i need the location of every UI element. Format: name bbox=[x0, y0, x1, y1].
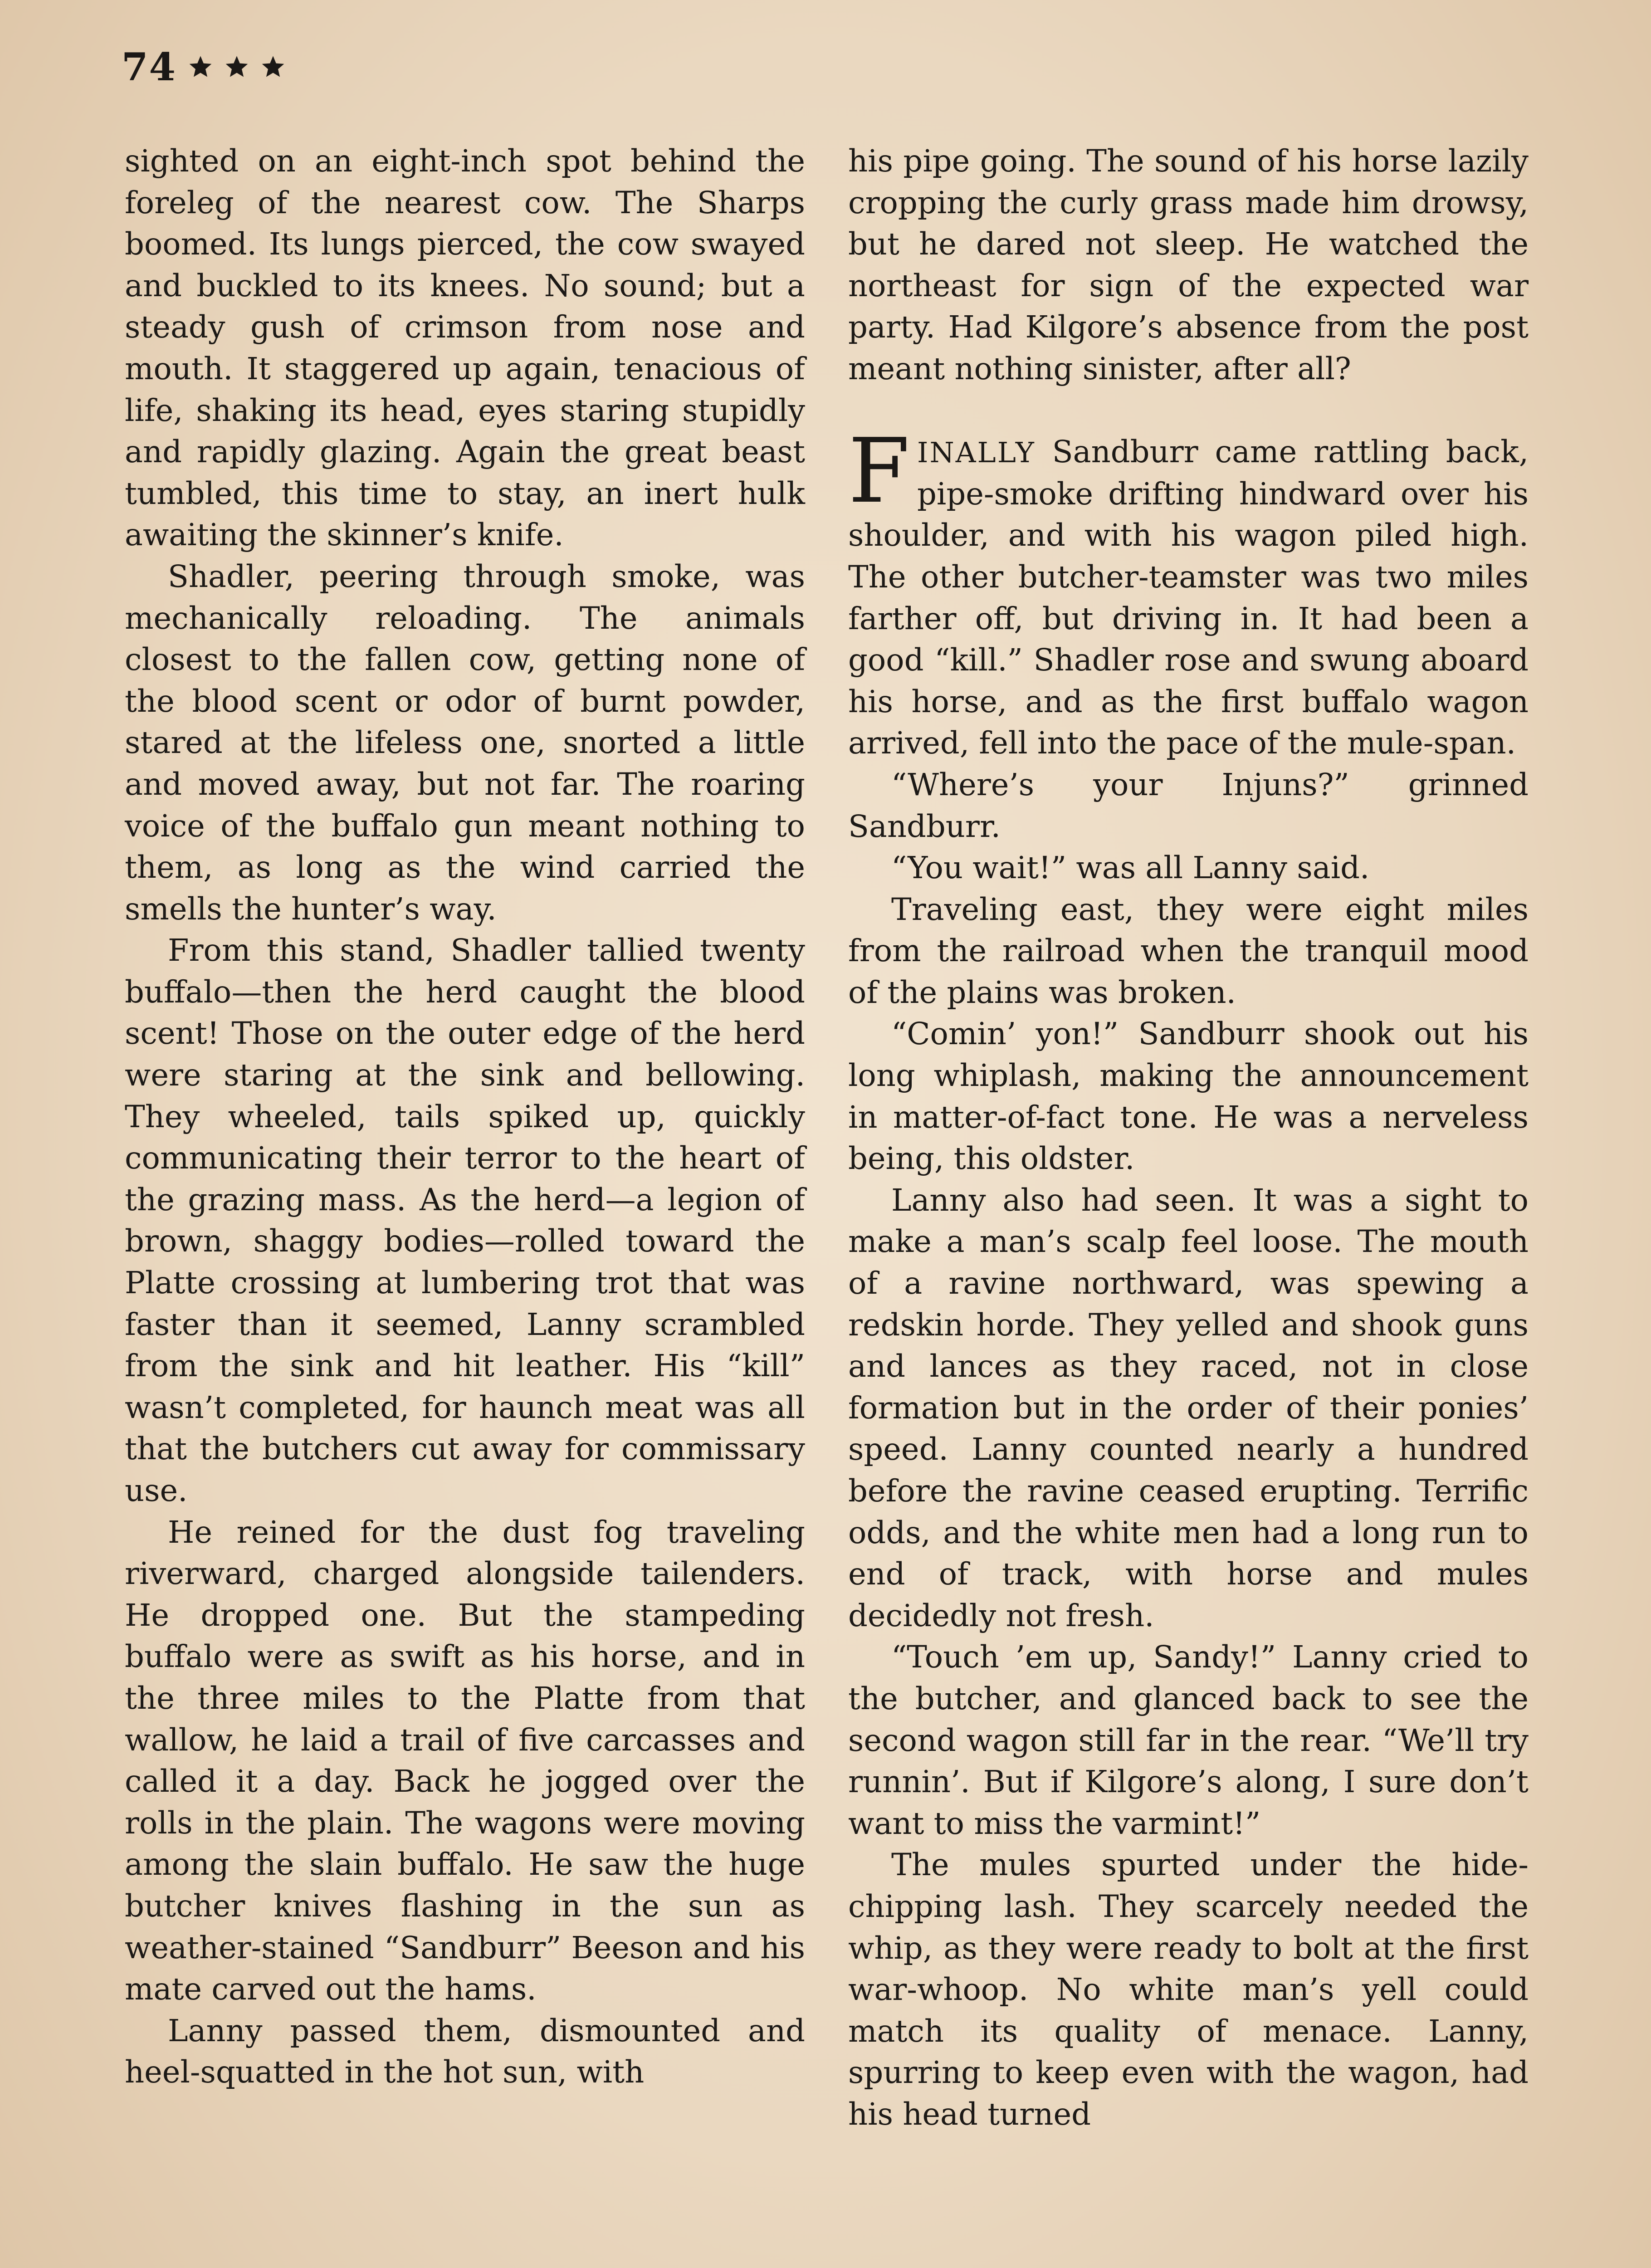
small-caps-lead: INALLY bbox=[917, 436, 1036, 469]
section-opening-paragraph bbox=[848, 420, 1529, 764]
page-header bbox=[122, 42, 285, 92]
body-paragraph: “Where’s your Injuns?” grinned Sandburr. bbox=[848, 767, 1529, 844]
right-text-column bbox=[848, 141, 1529, 2136]
body-paragraph: The mules spurted under the hide-chipping lash. They scarcely needed the whip, as they were ready to bolt at the first war-whoop. No white man’s yell could match its quality of menace. Lanny, spurring to keep even with the wagon, had his head turned bbox=[848, 1847, 1529, 2132]
star-icon bbox=[225, 54, 249, 79]
body-paragraph: He reined for the dust fog traveling riverward, charged alongside tailenders. He dropped one. But the stampeding buffalo were as swift as his horse, and in the three miles to the Platte from that wallow, he laid a trail of five carcasses and called it a day. Back he jogged over the rolls in the plain. The wagons were moving among the slain buffalo. He saw the huge butcher knives flashing in the sun as weather-stained “Sandburr” Beeson and his mate carved out the hams. bbox=[125, 1514, 805, 2007]
star-icon bbox=[188, 54, 213, 79]
section-opening-text: Sandburr came rattling back, pipe-smoke drifting hindward over his shoulder, and with his wagon piled high. The other butcher-teamster was two miles farther off, but driving in. It had been a good “kill.” Shadler rose and swung aboard his horse, and as the first buffalo wagon arrived, fell into the pace of the mule-span. bbox=[848, 434, 1529, 761]
drop-cap: F bbox=[848, 420, 910, 523]
body-paragraph: Lanny also had seen. It was a sight to make a man’s scalp feel loose. The mouth of a ravine northward, was spewing a redskin horde. They yelled and shook guns and lances as they raced, not in close formation but in the order of their ponies’ speed. Lanny counted nearly a hundred before the ravine ceased erupting. Terrific odds, and the white men had a long run to end of track, with horse and mules decidedly not fresh. bbox=[848, 1182, 1529, 1633]
body-paragraph: “Comin’ yon!” Sandburr shook out his long whiplash, making the announcement in matter-of-fact tone. He was a nerveless being, this oldster. bbox=[848, 1016, 1529, 1177]
left-text-column bbox=[125, 141, 805, 2093]
body-paragraph: “You wait!” was all Lanny said. bbox=[891, 850, 1370, 886]
body-paragraph: Traveling east, they were eight miles from the railroad when the tranquil mood of the plains was broken. bbox=[848, 891, 1529, 1010]
body-paragraph: From this stand, Shadler tallied twenty buffalo—then the herd caught the blood scent! Those on the outer edge of the herd were staring at the sink and bellowing. They wheeled, tails spiked up, quickly communicating their terror to the heart of the grazing mass. As the herd—a legion of brown, shaggy bodies—rolled toward the Platte crossing at lumbering trot that was faster than it seemed, Lanny scrambled from the sink and hit leather. His “kill” wasn’t completed, for haunch meat was all that the butchers cut away for commissary use. bbox=[125, 933, 805, 1508]
page-number: 74 bbox=[122, 44, 176, 89]
body-paragraph: Shadler, peering through smoke, was mechanically reloading. The animals closest to the fallen cow, getting none of the blood scent or odor of burnt powder, stared at the lifeless one, snorted a little and moved away, but not far. The roaring voice of the buffalo gun meant nothing to them, as long as the wind carried the smells the hunter’s way. bbox=[125, 558, 805, 927]
star-icon bbox=[261, 54, 285, 79]
body-paragraph: Lanny passed them, dismounted and heel-squatted in the hot sun, with bbox=[125, 2013, 805, 2090]
body-paragraph: sighted on an eight-inch spot behind the foreleg of the nearest cow. The Sharps boomed. Its lungs pierced, the cow swayed and buckled to its knees. No sound; but a steady gush of crimson from nose and mouth. It staggered up again, tenacious of life, shaking its head, eyes staring stupidly and rapidly glazing. Again the great beast tumbled, this time to stay, an inert hulk awaiting the skinner’s knife. bbox=[125, 143, 805, 553]
body-paragraph: “Touch ’em up, Sandy!” Lanny cried to the butcher, and glanced back to see the second wagon still far in the rear. “We’ll try runnin’. But if Kilgore’s along, I sure don’t want to miss the varmint!” bbox=[848, 1639, 1529, 1841]
body-paragraph: his pipe going. The sound of his horse lazily cropping the curly grass made him drowsy, but he dared not sleep. He watched the northeast for sign of the expected war party. Had Kilgore’s absence from the post meant nothing sinister, after all? bbox=[848, 143, 1529, 386]
